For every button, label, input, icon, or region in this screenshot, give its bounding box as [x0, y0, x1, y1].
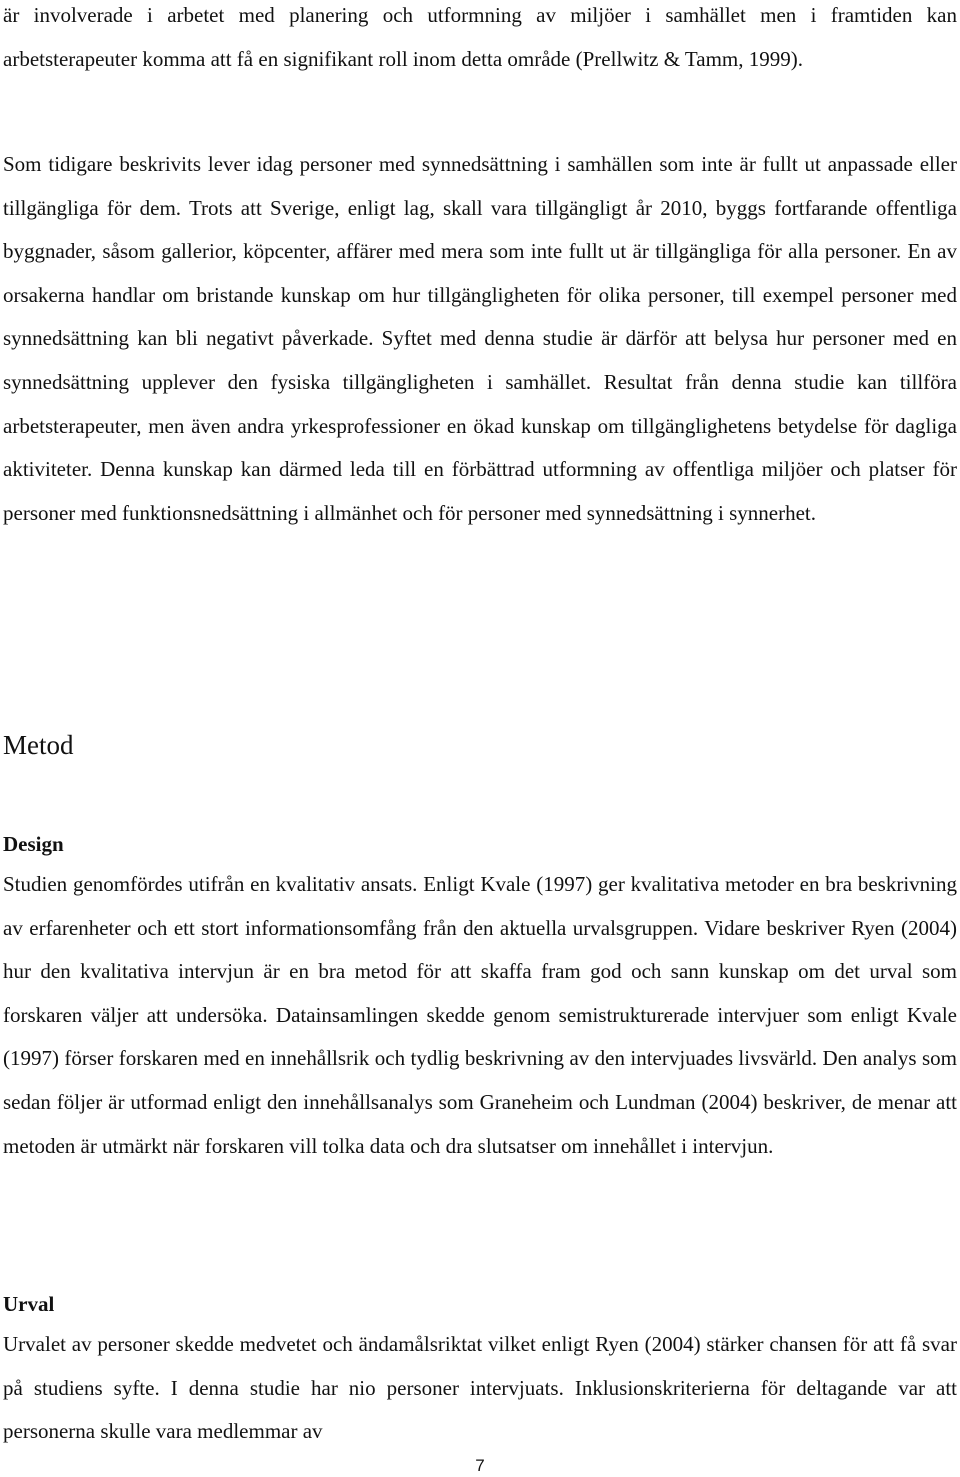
section-heading-metod: Metod — [3, 730, 74, 760]
subsection-heading-design: Design — [3, 832, 64, 856]
design-paragraph: Studien genomfördes utifrån en kvalitativ ansats. Enligt Kvale (1997) ger kvalitativa metoder en bra beskrivning av erfarenheter och ett stort informationsomfång från den aktuella urvalsgruppen. Vidare beskriver Ryen (2004) hur den kvalitativa intervjun är en bra metod för att skaffa fram god och sann kunskap om det urval som forskaren väljer att undersöka. Datainsamlingen skedde genom semistrukturerade intervjuer som enligt Kvale (1997) förser forskaren med en innehållsrik och tydlig beskrivning av den intervjuades livsvärld. Den analys som sedan följer är utformad enligt den innehållsanalys som Graneheim och Lundman (2004) beskriver, de menar att metoden är utmärkt när forskaren vill tolka data och dra slutsatser om innehållet i intervjun. — [3, 872, 957, 1158]
subsection-heading-urval: Urval — [3, 1292, 55, 1316]
intro-paragraph: Som tidigare beskrivits lever idag personer med synnedsättning i samhällen som inte är fullt ut anpassade eller tillgängliga för dem. Trots att Sverige, enligt lag, skall vara tillgängligt år 2010, byggs fortfarande offentliga byggnader, såsom gallerior, köpcenter, affärer med mera som inte fullt ut är tillgängliga för alla personer. En av orsakerna handlar om bristande kunskap om hur tillgängligheten för olika personer, till exempel personer med synnedsättning kan bli negativt påverkade. Syftet med denna studie är därför att belysa hur personer med en synnedsättning upplever den fysiska tillgängligheten i samhället. Resultat från denna studie kan tillföra arbetsterapeuter, men även andra yrkesprofessioner en ökad kunskap om tillgänglighetens betydelse för dagliga aktiviteter. Denna kunskap kan därmed leda till en förbättrad utformning av offentliga miljöer och platser för personer med funktionsnedsättning i allmänhet och för personer med synnedsättning i synnerhet. — [3, 152, 957, 525]
page-number: 7 — [475, 1456, 485, 1475]
urval-paragraph: Urvalet av personer skedde medvetet och ändamålsriktat vilket enligt Ryen (2004) stärker chansen för att få svar på studiens syfte. I denna studie har nio personer intervjuats. Inklusionskriterierna för deltagande var att personerna skulle vara medlemmar av — [3, 1332, 957, 1444]
intro-paragraph-continued: är involverade i arbetet med planering och utformning av miljöer i samhället men i framtiden kan arbetsterapeuter komma att få en signifikant roll inom detta område (Prellwitz & Tamm, 1999). — [3, 3, 957, 71]
